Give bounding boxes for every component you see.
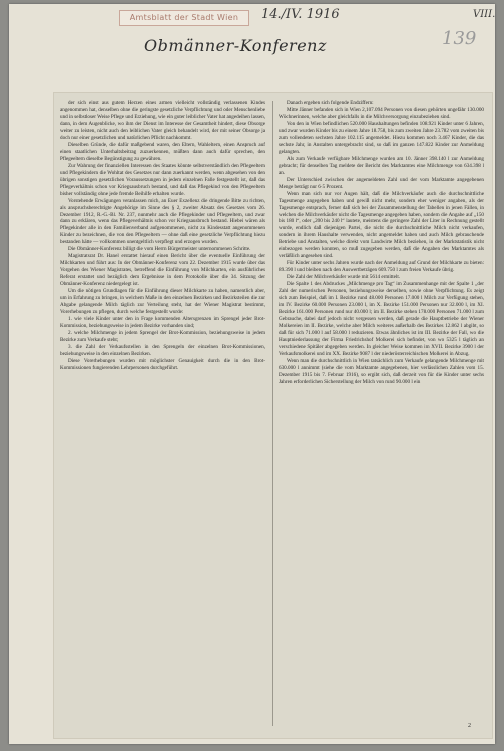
- article-clipping: [53, 92, 493, 739]
- page-number: 2: [468, 723, 471, 729]
- left-paragraph: 1. wie viele Kinder unter den in Frage kommenden Altersgrenzen im Sprengel jeder Brot-Kommission, beziehungsweise in jedem Bezirke vorhanden sind;: [60, 316, 265, 329]
- right-paragraph: Wenn man sich nur vor Augen hält, daß die Milchverkäufer auch die durchschnittliche Tagesmenge angegeben haben und gewiß nicht mehr, sondern eher weniger angaben, als der Tagesmenge entsprach, ferner daß sich bei der Zusammenstellung der Tabellen in jenen Fällen, in welchen die Milchverkäufer nicht die Tagesmenge angegeben haben, sondern die Angabe auf „150 bis 180 l“, oder „200 bis 240 l“ lautete, meistens die geringere Zahl der Liter in Rechnung gestellt wurde, endlich daß diejenigen Partei, die nicht die durchschnittliche Milch nicht verkaufen, sondern in ihrem Haushalte verwenden, nicht angemeldet haben und auch Milch gebrauchende Betriebe und Anstalten, welche direkt vom Landwirte Milch beziehen, in der Marktstatistik nicht einbezogen werden konnten, so muß zugegeben werden, daß die Angaben des Marktamtes als verläßlich angesehen sind.: [279, 190, 484, 260]
- handwritten-page-number: 139: [442, 28, 477, 49]
- right-paragraph: Die Zahl der Milchverkäufer wurde mit 5614 ermittelt.: [287, 274, 401, 281]
- left-paragraph: Vorstehende Erwägungen veranlassen mich, an Euer Exzellenz die dringende Bitte zu richten, als anspruchsberechtigte Angehörige im Sinne des § 2, zweiter Absatz des Gesetzes vom 26. Dezember 1912, R.-G.-Bl. Nr. 237, nunmehr auch die Pflegekinder und Pflegeeltern, und zwar dann zu erklären, wenn das Pflegeverhältnis schon vor Kriegsausbruch bestand. Hiebei wären als Pflegekinder alle in den Familienverband aufgenommenen, nicht zu Kindesstatt angenommenen Kinder zu bezeichnen, die von den Pflegeeltern — ohne daß eine gesetzliche Verpflichtung hiezu bestanden hätte — vollkommen unentgeltlich verpflegt und erzogen wurden.: [60, 197, 265, 246]
- left-paragraph: Zur Wahrung der finanziellen Interessen des Staates könnte selbstverständlich den Pflegeeltern und Pflegekindern die Wohltat des Gesetzes nur dann zuerkannt werden, wenn abgesehen von den übrigen sonstigen gesetzlichen Voraussetzungen in jedem einzelnen Falle festgestellt ist, daß das Pflegeverhältnis schon vor Kriegsausbruch bestand, und daß das Pflegekind von den Pflegeeltern bisher vollständig ohne jede fremde Beihilfe erhalten wurde.: [60, 162, 265, 197]
- newspaper-clipping-sheet: [9, 4, 495, 744]
- left-paragraph: 3. die Zahl der Verkaufsstellen in den Sprengeln der einzelnen Brot-Kommissionen, beziehungsweise in den einzelnen Bezirken.: [60, 343, 265, 357]
- right-paragraph: Wenn man die durchschnittlich in Wien tatsächlich zum Verkaufe gelangende Milchmenge mit 630.000 l annimmt (siehe die vom Marktamte angegebenen, hier verlässlichen Zahlen vom 15. Dezember 1915 bis 7. Februar 1916), so ergibt sich, daß derzeit von für die Kinder unter sechs Jahren erforderlichen Sicherstellung der Milch von rund 90.000 l ein: [279, 357, 484, 385]
- left-paragraph: Magistratsrat Dr. Hanel erstattet hierauf einen Bericht über die eventuelle Einführung der Milchkarten und führt aus: In der Obmänner-Konferenz vom 22. Dezember 1915 wurde über das Vorgehen des Wiener Magistrates, betreffend die Einführung von Milchkarten, ein ausführliches Referat erstattet und bezüglich dem Ergebnisse in dem Protokolle über die 34. Sitzung der Obmänner-Konferenz niedergelegt ist.: [60, 253, 265, 288]
- article-column-right: [279, 100, 484, 732]
- article-column-left: [60, 100, 265, 732]
- handwritten-volume-mark: VIII.: [473, 9, 496, 20]
- right-paragraph: Danach ergeben sich folgende Endziffern:: [287, 100, 374, 106]
- left-paragraph: Um die nötigen Grundlagen für die Einführung dieser Milchkarte zu haben, namentlich aber, um in Erfahrung zu bringen, in welchem Maße in den einzelnen Bezirken und Bezirksteilen die zur Abgabe gelangende Milch täglich zur Verteilung steht, hat der Wiener Magistrat bestimmt, Vorerhebungen zu pflegen, durch welche festgestellt wurde:: [60, 288, 265, 316]
- handwritten-title: Obmänner-Konferenz: [144, 36, 327, 55]
- handwritten-date: 14./IV. 1916: [261, 7, 340, 22]
- left-paragraph: Die Obmänner-Konferenz billigt die vom Herrn Bürgermeister unternommenen Schritte.: [68, 246, 251, 253]
- column-divider: [272, 101, 273, 726]
- right-paragraph: Für Kinder unter sechs Jahren wurde nach der Anmeldung auf Grund der Milchkarte zu bieten: 89.390 l und bleiben nach den Auswertbeträgen 609.750 l zum freien Verkaufe übrig.: [279, 260, 484, 274]
- left-paragraph: 2. welche Milchmenge in jedem Sprengel der Brot-Kommission, beziehungsweise in jedem Bezirke zum Verkaufe steht;: [60, 329, 265, 343]
- right-paragraph: Die Spalte 1 des Abdruckes „Milchmenge pro Tag“ im Zusammenhange mit der Spalte 1 „der Zahl der numerischen Personen, beziehungsweise derselben, sowie ohne Verpflichtung. Es zeigt sich zum Beispiel, daß im I. Bezirke rund 48.000 Personen 17.000 l Milch zur Verfügung stehen, im IV. Bezirke 60.000 Personen 23.000 l, im X. Bezirke 151.000 Personen nur 32.000 l, im XI. Bezirke 161.000 Personen rund nur 40.000 l; im II. Bezirke stehen 178.000 Personen 71.000 l zum Gebrauche, dabei darf jedoch nicht vergessen werden, daß gerade die Hauptbetriebe der Wiener Molkereien im II. Bezirke, welche aber Milch weiteres außerhalb des Bezirkes 12.862 l abgibt, so daß für sich 71.000 l auf 58.000 l reduzieren. Etwas ähnliches ist im III. Bezirke der Fall, wo die Hauptniederlassung der Firma Friedrichshof Molkerei sich befindet, von wo 5325 l täglich an verschiedene Spitäler abgegeben werden. In gleicher Weise kommen im XVII. Bezirke 3900 l der Verkaufsmolkerei und im XX. Bezirke 9087 l der niederösterreichischen Molkerei in Abzug.: [279, 281, 484, 357]
- publication-stamp: Amtsblatt der Stadt Wien: [119, 10, 249, 26]
- left-paragraph: Diese Vorerhebungen wurden mit möglichster Genauigkeit durch die in den Brot-Kommissionen fungierenden Lehrpersonen durchgeführt.: [60, 357, 265, 371]
- left-paragraph: Dieselben Gründe, die dafür maßgebend waren, den Eltern, Wahleltern, einen Anspruch auf einen staatlichen Unterhaltsbeitrag zuzuerkennen, müßten dann auch dafür sprechen, den Pflegeeltern dieselbe Begünstigung zu gewähren.: [60, 141, 265, 162]
- right-paragraph: Von den in Wien befindlichen 520.000 Haushaltungen befinden 108.921 Kinder unter 6 Jahren, und zwar wurden Kinder bis zu einem Jahre 18.758, bis zum zweiten Jahre 23.782 vom zweiten bis zum vollendeten sechsten Jahre 102.115 angemeldet. Hiezu kommen noch 3.467 Kinder, die das sechste Jahr, in Anstalten untergebracht sind, so daß im ganzen 147.822 Kinder zur Anmeldung gelangten.: [279, 120, 484, 155]
- right-paragraph: Mitte Jänner befanden sich in Wien 2,107.094 Personen von diesen gehörten ungefähr 130.000 Wöchnerinnen, welche aber gleichfalls in die Milchversorgung einzubeziehen sind.: [279, 106, 484, 120]
- right-paragraph: Der Unterschied zwischen der angemeldeten Zahl und der vom Marktamte angegebenen Menge beträgt nur 6·5 Prozent.: [279, 176, 484, 190]
- left-paragraph: der sich einst aus gutem Herzen eines armen vielleicht vollständig verlassenen Kindes angenommen hat, denselben ohne die geringste gesetzliche Verpflichtung und oder Menschenliebe und in selbstloser Weise Pflege und Erziehung, wie ein guter leiblicher Vater hat angedeihen lassen, dann, in dem Augenblicke, wo ihm der Dienst im Interesse der Gesamtheit hindert, diese Obsorge weiter zu leisten, nicht auch den leiblichen Vater gleich behandelt wird, der mit seiner Obsorge ja doch nur einer gesetzlichen und natürlichen Pflicht nachkommt.: [60, 100, 265, 141]
- right-paragraph: Als zum Verkaufe verfügbare Milchmenge wurden am 10. Jänner 398.140 l zur Anmeldung gebracht; für denselben Tag meldete der Bericht des Marktamtes eine Milchmenge von 634.398 l an.: [279, 155, 484, 176]
